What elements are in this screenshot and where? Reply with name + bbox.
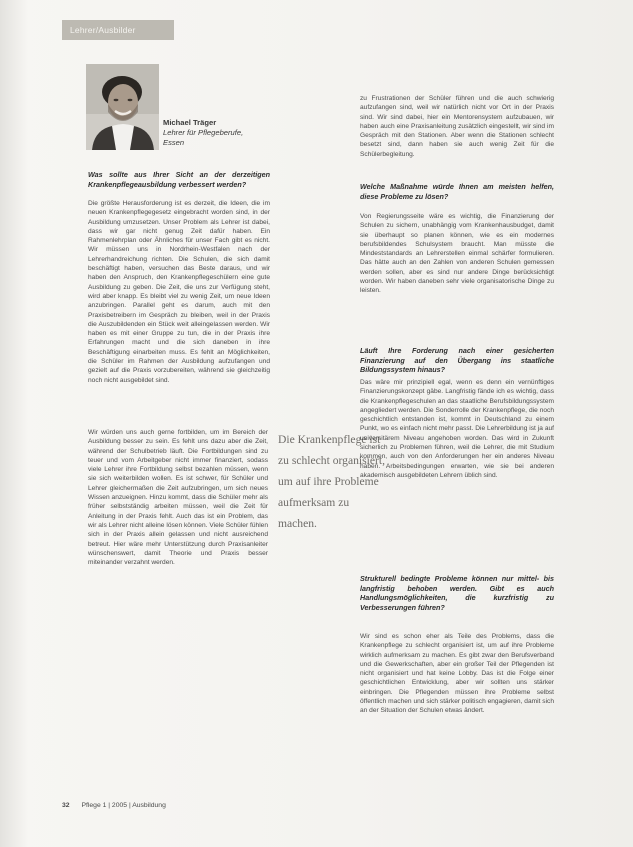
answer-2-block <box>360 212 554 330</box>
answer-1-part-b-full <box>88 538 270 790</box>
answer-2: Von Regierungsseite wäre es wichtig, die Finanzierung der Schulen zu sichern, unabhängig vom Krankenhausbudget, damit sie überhaupt so planen können, wie es ein modernes berufsbildendes Schulsystem braucht. Man müsste die Mindeststandards an Lehrerstellen einmal schärfer formulieren. Das hätte auch an den Zahlen von anderen Schulen gemessen werden sollen, aber es sind nur andere Dinge berücksichtigt worden. Wir haben daneben sehr viele organisatorische Dinge zu leisten. <box>360 213 554 295</box>
answer-3: Das wäre mir prinzipiell egal, wenn es denn ein vernünftiges Finanzierungskonzept gäbe. Langfristig fände ich es wichtig, dass die Krankenpflegeschulen an das staatliche Berufsbildungssystem angegliedert werden. Die Sonderrolle der Krankenpflege, die noch geschichtlich entstanden ist, kommt in Deutschland zu einem Punkt, wo es einfach nicht mehr passt. Die Lehrerbildung ist ja auf universitärem Niveau angehoben worden. Das wird in Zukunft sicherlich zu Problemen führen, weil die Lehrer, die mit Studium kommen, auch von den Anforderungen her ein anderes Niveau haben. Arbeitsbedingungen erwarten, wie sie bei anderen akademisch ausgebildeten Lehrern üblich sind. <box>360 379 554 479</box>
answer-1-part-b-narrow <box>88 428 268 567</box>
answer-1-continuation <box>360 94 554 166</box>
answer-4: Wir sind es schon eher als Teile des Problems, dass die Krankenpflege zu schlecht organisiert ist, um auf ihre Probleme wirklich aufmerksam zu machen. Es gibt zwar den Berufsverband und die Gewerkschaften, aber ein großer Teil der Pflegenden ist nicht organisiert und hat keine Lobby. Das ist die Folge einer geschichtlichen Entwicklung, aber wir sollten uns stärker einbringen. Die Pflegenden müssen ihre Probleme selbst öffentlich machen und sich stärker politisch engagieren, damit sich an der Situation der Schulen etwas ändert. <box>360 633 554 715</box>
answer-4-block <box>360 632 554 762</box>
question-3: Läuft Ihre Forderung nach einer gesicherten Finanzierung auf den Übergang ins staatliche Bildungssystem hinaus? <box>360 346 554 375</box>
interviewee-photo <box>86 64 159 150</box>
answer-1-part-a-full <box>88 199 270 427</box>
question-3-block <box>360 346 554 375</box>
question-1-block <box>88 170 270 188</box>
answer-1-cont-text: zu Frustrationen der Schüler führen und die auch schwierig aufzufangen sind, weil wir natürlich nicht vor Ort in der Praxis sind. Wir sind dabei, hier ein Mentorensystem aufzubauen, wir haben auch eine Praxisanleitung zusätzlich eingestellt, wir sind im Gespräch mit den Stationen. Aber wenn die Stationen schlecht besetzt sind, dann haben sie auch wenig Zeit für die Schülerbegleitung. <box>360 95 554 158</box>
page-number: 32 <box>62 802 70 809</box>
interviewee-name: Michael Träger <box>163 118 217 127</box>
page-footer <box>62 802 166 809</box>
question-4-block <box>360 574 554 614</box>
interviewee-role: Lehrer für Pflegeberufe, <box>163 128 244 138</box>
question-2-block <box>360 182 554 202</box>
interviewee-place: Essen <box>163 138 185 148</box>
question-4: Strukturell bedingte Probleme können nur mittel- bis langfristig behoben werden. Gibt es auch Handlungsmöglichkeiten, die kurzfristig zu Verbesserungen führen? <box>360 574 554 612</box>
section-tab: Lehrer/Ausbilder <box>62 20 174 40</box>
question-1: Was sollte aus Ihrer Sicht an der derzeitigen Krankenpflegeausbildung verbessert werden? <box>88 170 270 189</box>
question-2: Welche Maßnahme würde Ihnen am meisten helfen, diese Probleme zu lösen? <box>360 182 554 201</box>
answer-3-block <box>360 378 554 552</box>
pull-quote: Die Krankenpflege ist zu schlecht organisiert, um auf ihre Probleme aufmerksam zu machen. <box>278 433 385 530</box>
answer-1-text-b: Wir würden uns auch gerne fortbilden, um im Bereich der Ausbildung besser zu sein. Es fehlt uns dazu aber die Zeit, während der Schulbetrieb läuft. Die Fortbildungen sind zu teuer und vom Arbeitgeber nicht immer finanziert, sodass viele Lehrer ihre Fortbildung selbst bezahlen müssen, wenn sie sich weiterbilden wollen. Es ist schwer, für Schüler und Lehrer gleichermaßen die Zeit aufzubringen, um sich neues Wissen anzueignen. Hinzu kommt, dass die Schüler mehr als früher selbstständig arbeiten müssen, weil die Zeit für Anleitung in der Praxis fehlt. Auch das ist ein Problem, das wir als Lehrer nicht alleine lösen können. Viele Schüler fühlen sich in der Praxis allein gelassen und nicht ausreichend betreut. Hier wäre mehr Unterstützung durch Praxisanleiter wünschenswert, damit Theorie und Praxis besser miteinander verzahnt werden. <box>88 429 268 567</box>
interviewee-caption <box>163 118 273 149</box>
portrait-image <box>86 64 159 150</box>
publication-label: Pflege 1 | 2005 | Ausbildung <box>81 802 166 809</box>
answer-1-text-a: Die größte Herausforderung ist es derzeit, die Ideen, die im neuen Krankenpflegegesetz eingebracht worden sind, in der Ausbildung umzusetzen. Unser Problem als Lehrer ist dabei, dass wir gar nicht genug Zeit dafür haben. Ein Rahmenlehrplan oder Ähnliches für unser Fach gibt es nicht. Wir müssen uns in Nordrhein-Westfalen nach der Lehrerhandreichung richten. Die Schulen, die sich damit beschäftigt haben, versuchen das Beste daraus, und wir haben den Anspruch, den Krankenpflegeschülern eine gute Ausbildung zu geben. Die Zeit, die uns zur Verfügung steht, wird aber knapp. Es bleibt viel zu wenig Zeit, um neue Ideen anzubringen. Parallel geht es darum, auch mit den Praxisbetreibern im Gespräch zu bleiben, weil in der Praxis die Auszubildenden ein Stück weit alleingelassen werden. Wir haben es mit einer Gruppe zu tun, die in der Praxis ihre Erfahrungen macht und die sich daneben in ihre Beschäftigung einarbeiten muss. Es fehlt an Möglichkeiten, die Schüler im Rahmen der Ausbildung aufzufangen und gezielt auf die Praxis vorzubereiten, während sie gleichzeitig noch nicht ausgebildet sind. <box>88 200 270 384</box>
